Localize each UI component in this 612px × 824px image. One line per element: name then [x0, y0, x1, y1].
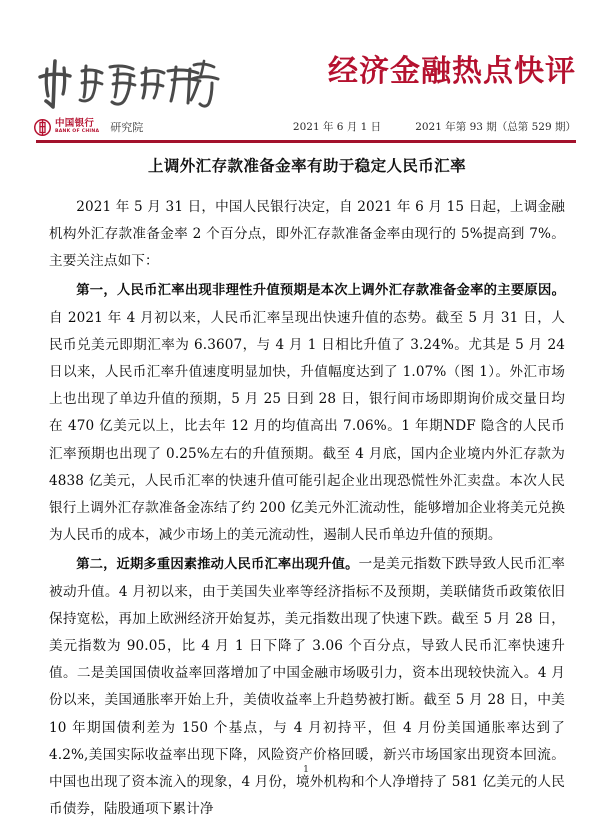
issue-info	[293, 119, 576, 134]
paragraph	[49, 277, 565, 549]
bank-name-en: BANK OF CHINA	[55, 130, 99, 135]
masthead-divider	[36, 140, 576, 143]
article-title: 上调外汇存款准备金率有助于稳定人民币汇率	[49, 156, 565, 178]
bank-of-china-logo-icon	[34, 119, 51, 136]
issue-number: 2021 年第 93 期（总第 529 期）	[415, 119, 576, 134]
paragraph-text: 2021 年 5 月 31 日，中国人民银行决定，自 2021 年 6 月 15 日起，上调金融机构外汇存款准备金率 2 个百分点，即外汇存款准备金率由现行的 5%提高到 7%。主要关注点如下：	[49, 199, 565, 269]
page-footer	[0, 757, 612, 776]
page-number: 1	[303, 764, 309, 775]
paragraph-text: 自 2021 年 4 月初以来，人民币汇率呈现出快速升值的态势。截至 5 月 31 日，人民币兑美元即期汇率为 6.3607，与 4 月 1 日相比升值了 3.24%。尤其是 5 月 24 日以来，人民币汇率升值速度明显加快，升值幅度达到了 1.07%（图 1）。外汇市场上也出现了单边升值的预期，5 月 25 日到 28 日，银行间市场即期询价成交量日均在 470 亿美元以上，比去年 12 月的均值高出 7.06%。1 年期NDF 隐含的人民币汇率预期也出现了 0.25%左右的升值预期。截至 4 月底，国内企业境内外汇存款为 4838 亿美元，人民币汇率的快速升值可能引起企业出现恐慌性外汇卖盘。本次人民银行上调外汇存款准备金冻结了约 200 亿美元外汇流动性，能够增加企业将美元兑换为人民币的成本，减少市场上的美元流动性，遏制人民币单边升值的预期。	[49, 310, 565, 544]
paragraph	[49, 551, 565, 823]
paragraph-lead: 第二，近期多重因素推动人民币汇率出现升值。	[76, 557, 358, 572]
paragraph	[49, 194, 565, 276]
paragraph-text: 一是美元指数下跌导致人民币汇率被动升值。4 月初以来，由于美国失业率等经济指标不及预期，美联储货币政策依旧保持宽松，再加上欧洲经济开始复苏，美元指数出现了快速下跌。截至 5 月 28 日，美元指数为 90.05，比 4 月 1 日下降了 3.06 个百分点，导致人民币汇率快速升值。二是美国国债收益率回落增加了中国金融市场吸引力，资本出现较快流入。4 月份以来，美国通胀率开始上升，美债收益率上升趋势被打断。截至 5 月 28 日，中美 10 年期国债利差为 150 个基点，与 4 月初持平，但 4 月份美国通胀率达到了 4.2%,美国实际收益率出现下降，风险资产价格回暖，新兴市场国家出现资本回流。中国也出现了资本流入的现象，4 月份，境外机构和个人净增持了 581 亿美元的人民币债券，陆股通项下累计净	[49, 556, 565, 817]
article-body	[49, 156, 565, 824]
bank-name-cn: 中国银行	[55, 119, 99, 129]
paragraph-lead: 第一，人民币汇率出现非理性升值预期是本次上调外汇存款准备金率的主要原因。	[76, 283, 565, 298]
institute-label: 研究院	[110, 119, 143, 135]
organization-row	[34, 117, 143, 137]
issue-date: 2021 年 6 月 1 日	[293, 119, 381, 134]
masthead-title: 经济金融热点快评	[328, 56, 576, 88]
brand-script-logo	[34, 57, 224, 109]
calligraphy-icon	[34, 57, 224, 109]
bank-name-block	[55, 119, 99, 135]
masthead	[0, 0, 612, 150]
